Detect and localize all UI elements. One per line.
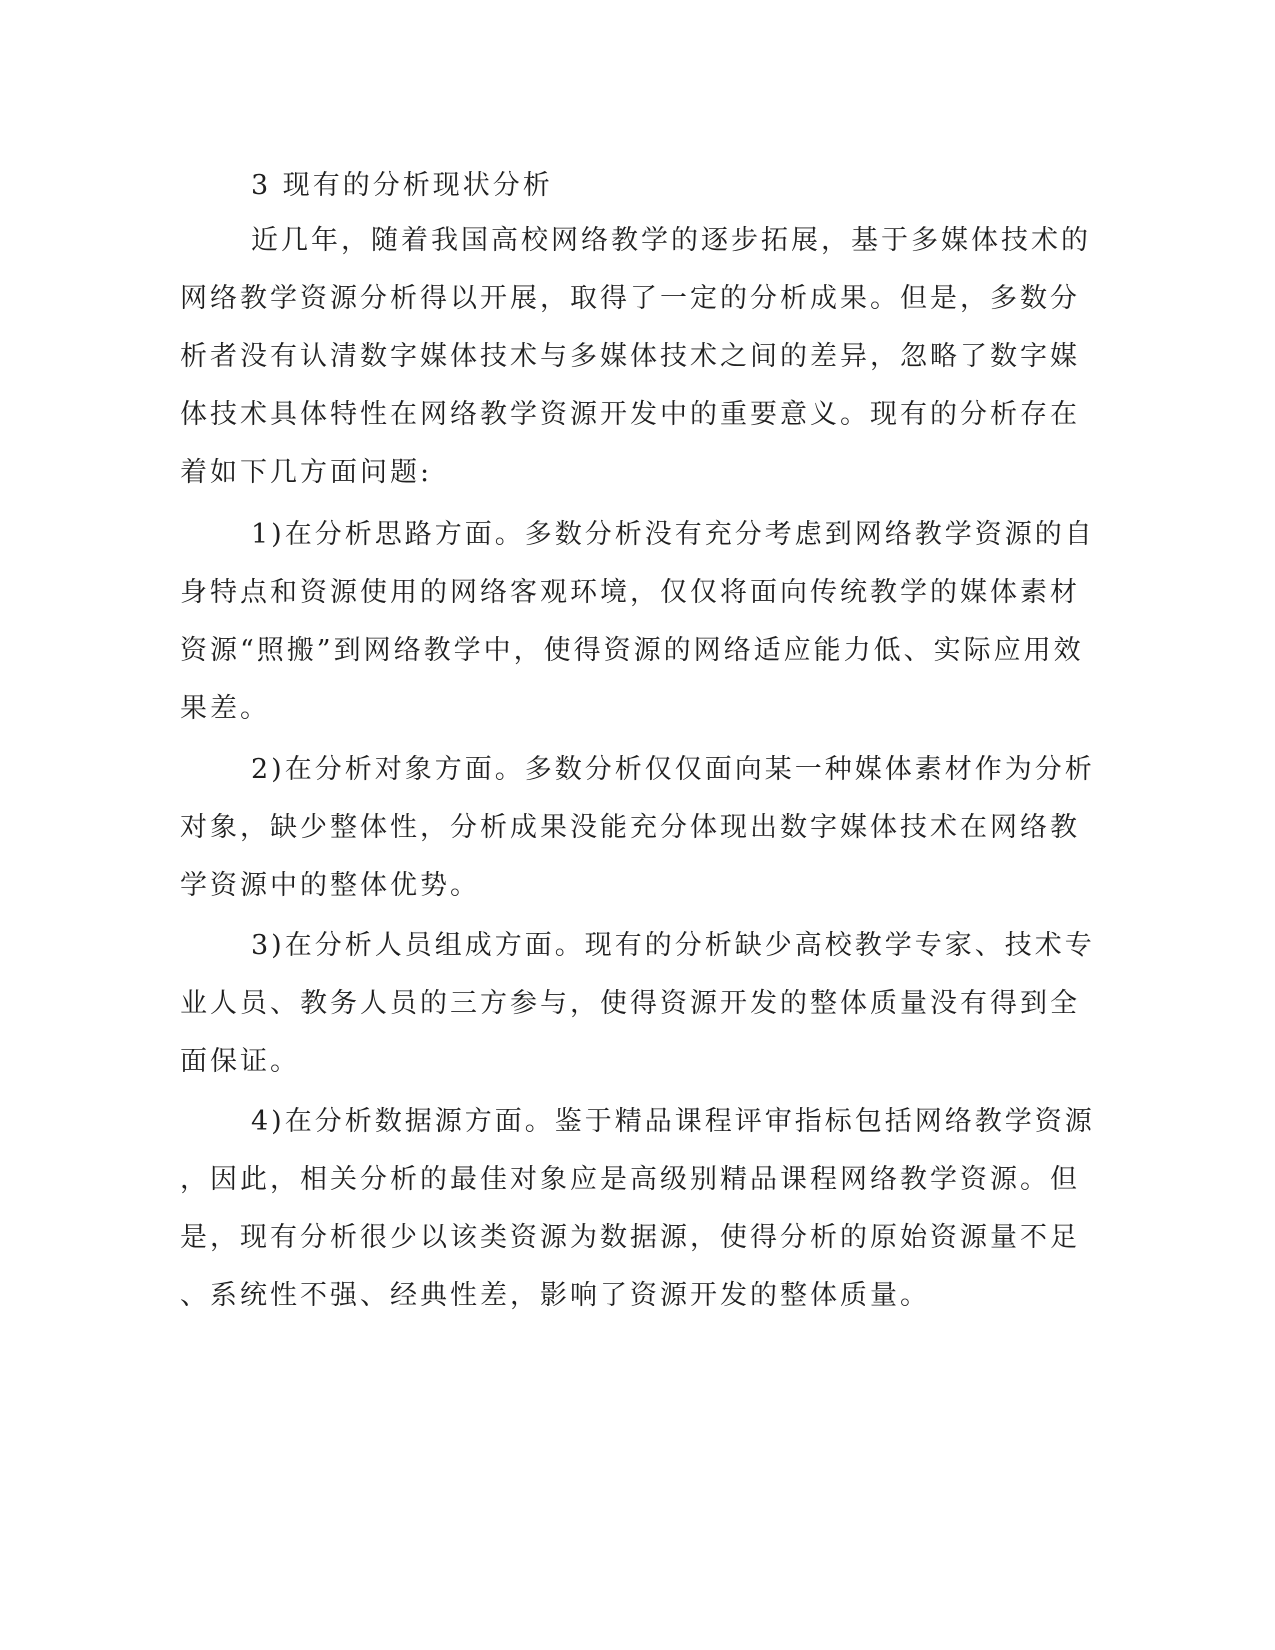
paragraph-line: 、系统性不强、经典性差，影响了资源开发的整体质量。: [180, 1280, 930, 1311]
paragraph-line: 面保证。: [180, 1046, 300, 1077]
paragraph-line: 学资源中的整体优势。: [180, 870, 480, 901]
section-heading: 3 现有的分析现状分析: [251, 170, 553, 201]
paragraph-line: 资源“照搬”到网络教学中，使得资源的网络适应能力低、实际应用效: [180, 635, 1084, 666]
paragraph-line: 是，现有分析很少以该类资源为数据源，使得分析的原始资源量不足: [180, 1222, 1080, 1253]
paragraph-line: 4)在分析数据源方面。鉴于精品课程评审指标包括网络教学资源: [251, 1106, 1095, 1137]
paragraph-line: 3)在分析人员组成方面。现有的分析缺少高校教学专家、技术专: [251, 930, 1095, 961]
paragraph-line: 业人员、教务人员的三方参与，使得资源开发的整体质量没有得到全: [180, 988, 1080, 1019]
paragraph-line: 对象，缺少整体性，分析成果没能充分体现出数字媒体技术在网络教: [180, 812, 1080, 843]
paragraph-line: 着如下几方面问题:: [180, 457, 433, 488]
paragraph-line: 身特点和资源使用的网络客观环境，仅仅将面向传统教学的媒体素材: [180, 577, 1080, 608]
paragraph-line: 1)在分析思路方面。多数分析没有充分考虑到网络教学资源的自: [251, 519, 1095, 550]
paragraph-line: ，因此，相关分析的最佳对象应是高级别精品课程网络教学资源。但: [180, 1164, 1080, 1195]
paragraph-line: 体技术具体特性在网络教学资源开发中的重要意义。现有的分析存在: [180, 399, 1080, 430]
paragraph-line: 近几年，随着我国高校网络教学的逐步拓展，基于多媒体技术的: [251, 225, 1091, 256]
paragraph-line: 果差。: [180, 693, 270, 724]
paragraph-line: 网络教学资源分析得以开展，取得了一定的分析成果。但是，多数分: [180, 283, 1080, 314]
paragraph-line: 2)在分析对象方面。多数分析仅仅面向某一种媒体素材作为分析: [251, 754, 1095, 785]
paragraph-line: 析者没有认清数字媒体技术与多媒体技术之间的差异，忽略了数字媒: [180, 341, 1080, 372]
